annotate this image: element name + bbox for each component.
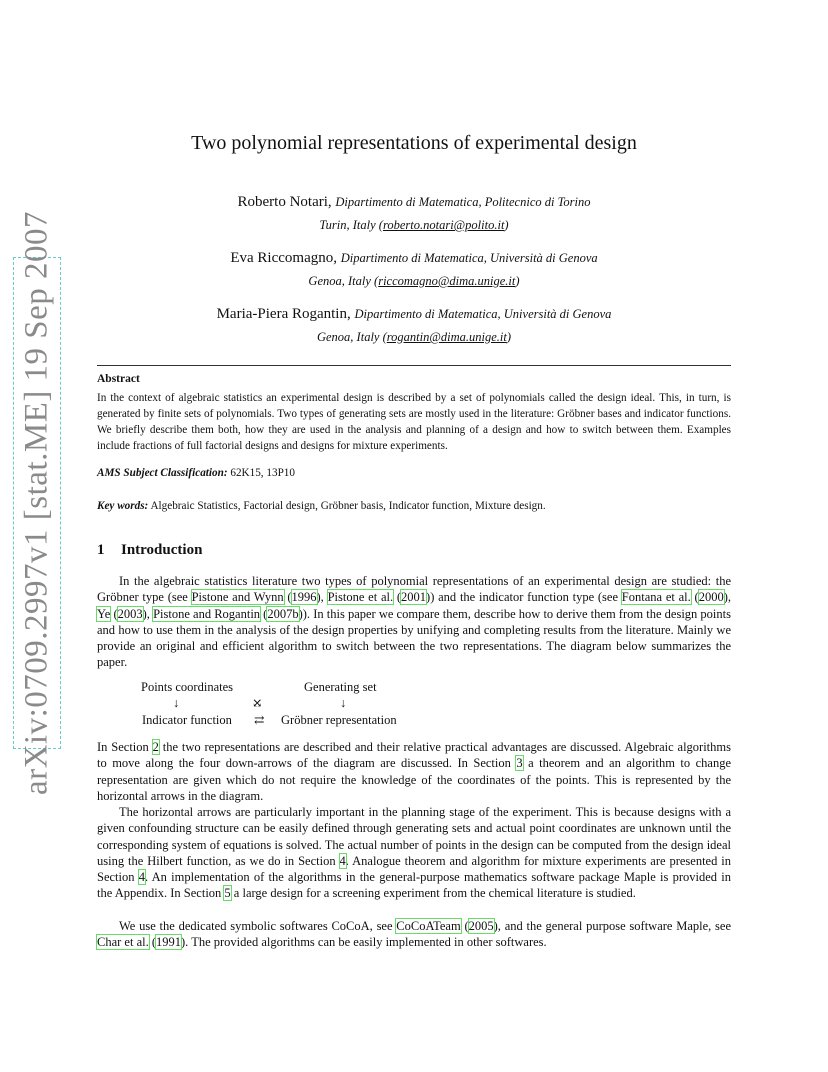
citation-year-link[interactable]: 2003: [117, 606, 143, 621]
author-location: Turin, Italy (roberto.notari@polito.it): [319, 218, 509, 232]
citation-link[interactable]: Pistone and Rogantin: [153, 606, 261, 621]
diagram-generating-set: Generating set: [304, 680, 377, 694]
author-name: Maria-Piera Rogantin,: [216, 306, 351, 322]
author-name: Eva Riccomagno,: [230, 250, 337, 266]
ams-label: AMS Subject Classification:: [97, 467, 228, 479]
intro-paragraph-4: We use the dedicated symbolic softwares CoCoA, see CoCoATeam (2005), and the general purpose software Maple, see Char et al. (1991). The provided algorithms can be easily implemented in other softwares.: [97, 919, 731, 950]
diagram-points-coordinates: Points coordinates: [141, 680, 234, 694]
author-location: Genoa, Italy (rogantin@dima.unige.it): [316, 330, 511, 344]
author-block-3: [0, 306, 828, 345]
abstract-divider: [97, 365, 731, 366]
author-email-link[interactable]: roberto.notari@polito.it: [382, 218, 505, 232]
author-name: Roberto Notari,: [237, 194, 332, 210]
citation-year-link[interactable]: 2007b: [267, 606, 299, 621]
down-arrow-icon: ↓: [340, 696, 347, 710]
intro-paragraph-1: In the algebraic statistics literature two types of polynomial representations of an experimental design are studied: the Gröbner type (see Pistone and Wynn (1996), Pistone et al. (2001)) and the indicator function type (see Fontana et al. (2000), Ye (2003), Pistone and Rogantin (2007b)). In this paper we compare them, describe how to derive them from the design points and how to use them in the analysis of the design properties by unifying and completing results from the literature. Mainly we provide an original and efficient algorithm to switch between the two representations. The diagram below summarizes the paper.: [97, 574, 731, 670]
section-ref-link[interactable]: 3: [516, 756, 523, 771]
citation-year-link[interactable]: 2000: [698, 590, 724, 605]
down-arrow-icon: ↓: [173, 696, 180, 710]
author-affiliation: Dipartimento di Matematica, Politecnico di Torino: [335, 195, 591, 209]
swap-arrows-icon: ⇄: [254, 713, 265, 727]
citation-year-link[interactable]: 1991: [156, 935, 182, 950]
intro-paragraph-2: In Section 2 the two representations are described and their relative practical advantages are discussed. Algebraic algorithms to move along the four down-arrows of the diagram are discussed. In Section 3 a theorem and an algorithm to change representation are given which do not require the knowledge of the coordinates of the points. This is represented by the horizontal arrows in the diagram.: [97, 740, 731, 803]
abstract-heading: Abstract: [97, 373, 140, 385]
keywords-value: Algebraic Statistics, Factorial design, Gröbner basis, Indicator function, Mixture design.: [148, 500, 546, 512]
citation-link[interactable]: Char et al.: [97, 935, 149, 950]
author-email-link[interactable]: rogantin@dima.unige.it: [386, 330, 507, 344]
diagram-grobner-representation: Gröbner representation: [281, 713, 397, 727]
author-affiliation: Dipartimento di Matematica, Università di Genova: [354, 307, 612, 321]
citation-year-link[interactable]: 2001: [401, 590, 427, 605]
author-block-2: [0, 250, 828, 289]
section-number: 1: [97, 542, 105, 558]
citation-link[interactable]: CoCoATeam: [396, 919, 461, 933]
diagram-indicator-function: Indicator function: [142, 713, 232, 727]
citation-year-link[interactable]: 1996: [291, 590, 317, 605]
author-location: Genoa, Italy (riccomagno@dima.unige.it): [308, 274, 520, 288]
citation-link[interactable]: Pistone et al.: [327, 590, 394, 605]
section-ref-link[interactable]: 5: [224, 886, 231, 901]
abstract-text: In the context of algebraic statistics an experimental design is described by a set of polynomials called the design ideal. This, in turn, is generated by finite sets of polynomials. Two types of generating sets are mostly used in the literature: Gröbner bases and indicator functions. We briefly describe them both, how they are used in the analysis and planning of a design and how to switch between them. Examples include fractions of full factorial designs and designs for mixture experiments.: [97, 392, 731, 452]
section-ref-link[interactable]: 4: [339, 853, 346, 868]
cross-arrows-icon: ⤩: [252, 696, 263, 710]
section-title: Introduction: [121, 542, 203, 558]
intro-paragraph-3: The horizontal arrows are particularly important in the planning stage of the experiment. This is because designs with a given confounding structure can be easily defined through generating sets and actual point coordinates are unknown until the corresponding system of equations is solved. The actual number of points in the design can be computed from the design ideal using the Hilbert function, as we do in Section 4. Analogue theorem and algorithm for mixture experiments are presented in Section 4. An implementation of the algorithms in the general-purpose mathematics software package Maple is provided in the Appendix. In Section 5 a large design for a screening experiment from the chemical literature is studied.: [97, 805, 731, 901]
citation-link[interactable]: Fontana et al.: [621, 590, 691, 605]
citation-link[interactable]: Pistone and Wynn: [191, 590, 284, 605]
author-affiliation: Dipartimento di Matematica, Università di Genova: [340, 251, 598, 265]
section-ref-link[interactable]: 4: [138, 870, 145, 885]
author-line: [0, 306, 828, 323]
keywords: [97, 500, 546, 512]
ams-classification: [97, 467, 295, 479]
arxiv-identifier-text: arXiv:0709.2997v1 [stat.ME] 19 Sep 2007: [18, 210, 55, 796]
keywords-label: Key words:: [97, 500, 149, 512]
paper-title: Two polynomial representations of experimental design: [191, 132, 637, 154]
section-ref-link[interactable]: 2: [152, 740, 159, 754]
citation-link[interactable]: Ye: [97, 606, 111, 621]
section-heading: [97, 542, 202, 559]
ams-value: 62K15, 13P10: [227, 467, 295, 479]
author-email-link[interactable]: riccomagno@dima.unige.it: [378, 274, 516, 288]
citation-year-link[interactable]: 2005: [468, 919, 494, 933]
author-block-1: [0, 194, 828, 233]
author-line: [0, 194, 828, 211]
author-line: [0, 250, 828, 267]
